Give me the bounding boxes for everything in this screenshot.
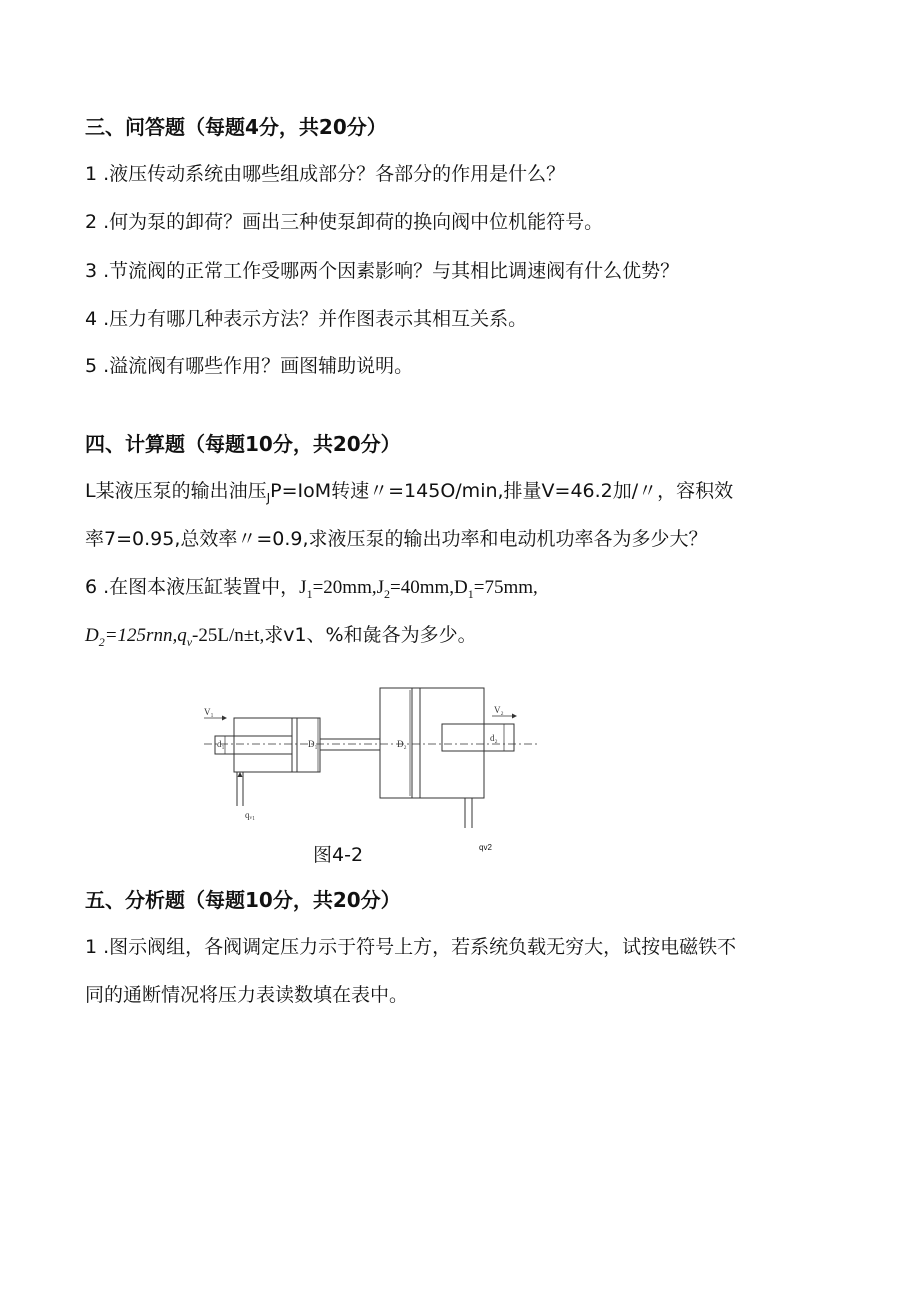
figure-qv2-label: qv2 <box>479 843 492 852</box>
q41-part-a: L某液压泵的输出油压 <box>85 480 267 502</box>
q41-part-b: P=IoM转速〃=145O/min,排量V=46.2加/〃，容积效 <box>270 480 734 502</box>
question-3-1: 1 .液压传动系统由哪些组成部分？各部分的作用是什么？ <box>85 163 566 185</box>
hydraulic-cylinder-figure <box>190 684 550 834</box>
question-4-1-line-2: 率7=0.95,总效率〃=0.9,求液压泵的输出功率和电动机功率各为多少大？ <box>85 528 708 550</box>
label-D2: D₂ <box>397 739 407 749</box>
question-3-5: 5 .溢流阀有哪些作用？画图辅助说明。 <box>85 355 414 377</box>
label-v2: V₂ <box>494 705 504 715</box>
label-v1: V₁ <box>204 707 214 717</box>
q41-sub: J <box>266 490 271 505</box>
v1-arrowhead <box>222 716 227 721</box>
q42-d2: $D_2=125rnn,q_v$ <box>85 625 193 649</box>
q42-d1: $D_1=75mm$, <box>454 577 538 601</box>
question-3-3: 3 .节流阀的正常工作受哪两个因素影响？与其相比调速阀有什么优势？ <box>85 260 680 282</box>
question-5-1-line-2: 同的通断情况将压力表读数填在表中。 <box>85 984 409 1006</box>
question-3-4: 4 .压力有哪几种表示方法？并作图表示其相互关系。 <box>85 308 528 330</box>
section-4-heading: 四、计算题（每题10分，共20分） <box>85 432 401 456</box>
label-d2: d₂ <box>490 733 498 743</box>
q42-rest-serif: -25L/n±t, <box>192 625 265 646</box>
right-rod <box>442 724 514 751</box>
question-4-2-line-1 <box>85 572 538 602</box>
figure-caption: 图4-2 <box>313 844 364 866</box>
question-3-2: 2 .何为泵的卸荷？画出三种使泵卸荷的换向阀中位机能符号。 <box>85 211 604 233</box>
large-cylinder-body <box>380 688 484 798</box>
question-4-2-line-2 <box>85 620 477 650</box>
v2-arrowhead <box>512 714 517 719</box>
question-5-1-line-1: 1 .图示阀组，各阀调定压力示于符号上方，若系统负载无穷大，试按电磁铁不 <box>85 936 737 958</box>
q42-j1: $J_1=20mm$, <box>299 577 377 601</box>
q42-rest-cn: 求v1、%和彘各为多少。 <box>264 624 477 646</box>
q42-prefix: 6 .在图本液压缸装置中， <box>85 576 300 598</box>
section-5-heading: 五、分析题（每题10分，共20分） <box>85 888 401 912</box>
label-qv1: qᵥ₁ <box>245 810 256 820</box>
q42-j2: $J_2=40mm$, <box>376 577 455 601</box>
question-4-1-line-1 <box>85 476 733 505</box>
left-rod <box>215 736 292 754</box>
label-D1: D₁ <box>308 739 318 749</box>
section-3-heading: 三、问答题（每题4分，共20分） <box>85 115 387 139</box>
qv1-arrowhead <box>238 772 243 777</box>
label-d1: d₁ <box>217 739 225 749</box>
